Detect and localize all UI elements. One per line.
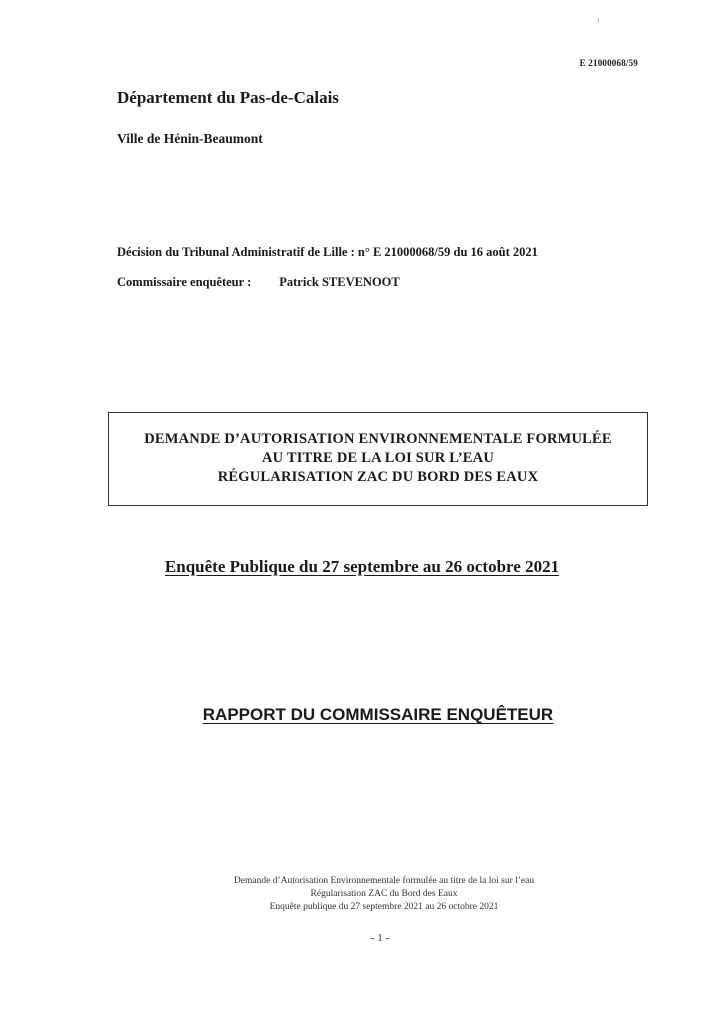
title-line-3: RÉGULARISATION ZAC DU BORD DES EAUX bbox=[217, 469, 539, 485]
document-reference: E 21000068/59 bbox=[579, 58, 638, 68]
title-line-1: DEMANDE D’AUTORISATION ENVIRONNEMENTALE FORMULÉE bbox=[144, 431, 612, 447]
title-line-2: AU TITRE DE LA LOI SUR L’EAU bbox=[261, 450, 495, 466]
footer-line-2: Régularisation ZAC du Bord des Eaux bbox=[310, 889, 458, 899]
inquiry-dates bbox=[0, 557, 724, 577]
commissioner-line bbox=[117, 275, 400, 290]
footer-line-3: Enquête publique du 27 septembre 2021 au 26 octobre 2021 bbox=[269, 902, 499, 912]
page-footer bbox=[0, 875, 724, 914]
footer-line-1: Demande d’Autorisation Environnementale formulée au titre de la loi sur l’eau bbox=[233, 876, 535, 886]
inquiry-dates-text: Enquête Publique du 27 septembre au 26 octobre 2021 bbox=[164, 557, 560, 576]
page-number: - 1 - bbox=[370, 932, 390, 944]
tribunal-decision: Décision du Tribunal Administratif de Lille : n° E 21000068/59 du 16 août 2021 bbox=[117, 245, 538, 259]
scan-speck bbox=[598, 18, 599, 23]
commissioner-name: Patrick STEVENOOT bbox=[279, 275, 400, 289]
report-title-text: RAPPORT DU COMMISSAIRE ENQUÊTEUR bbox=[202, 705, 554, 724]
city-heading: Ville de Hénin-Beaumont bbox=[117, 131, 263, 146]
report-title bbox=[0, 705, 724, 725]
title-box bbox=[108, 412, 648, 506]
department-heading: Département du Pas-de-Calais bbox=[117, 88, 339, 107]
commissioner-label: Commissaire enquêteur : bbox=[117, 275, 252, 289]
